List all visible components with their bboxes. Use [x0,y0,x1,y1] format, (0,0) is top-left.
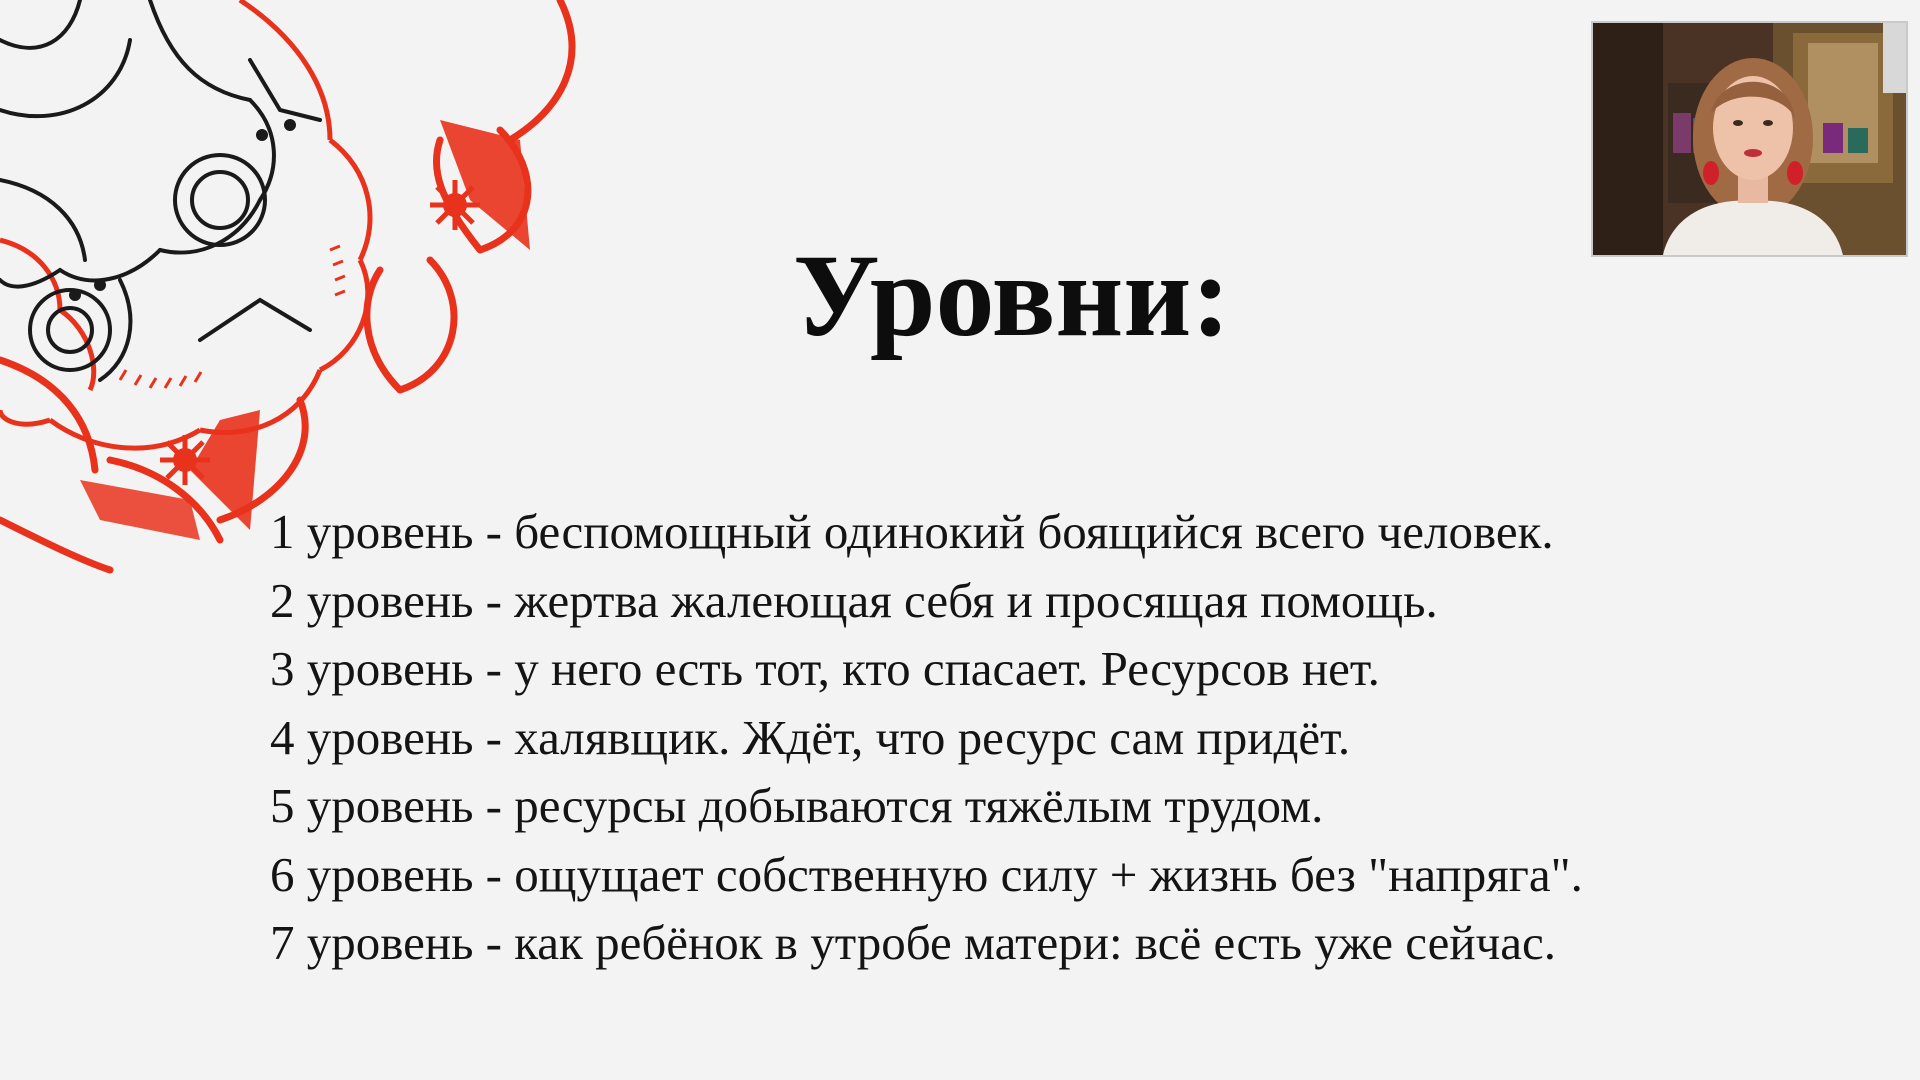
level-item-3: 3 уровень - у него есть тот, кто спасает. Ресурсов нет. [270,641,1380,696]
level-item-1: 1 уровень - беспомощный одинокий боящийся всего человек. [270,504,1554,559]
presenter-webcam[interactable] [1591,21,1908,257]
level-item-4: 4 уровень - халявщик. Ждёт, что ресурс сам придёт. [270,709,1351,765]
levels-list [270,498,1583,978]
mandala-ornament-icon [0,0,600,580]
level-item-7: 7 уровень - как ребёнок в утробе матери: всё есть уже сейчас. [270,915,1556,970]
level-item-6: 6 уровень - ощущает собственную силу + жизнь без "напряга". [270,846,1583,902]
level-item-2: 2 уровень - жертва жалеющая себя и просящая помощь. [270,572,1438,628]
slide-title: Уровни: [793,230,1231,362]
level-item-5: 5 уровень - ресурсы добываются тяжёлым трудом. [270,778,1324,833]
presenter-video-icon [1593,23,1906,255]
